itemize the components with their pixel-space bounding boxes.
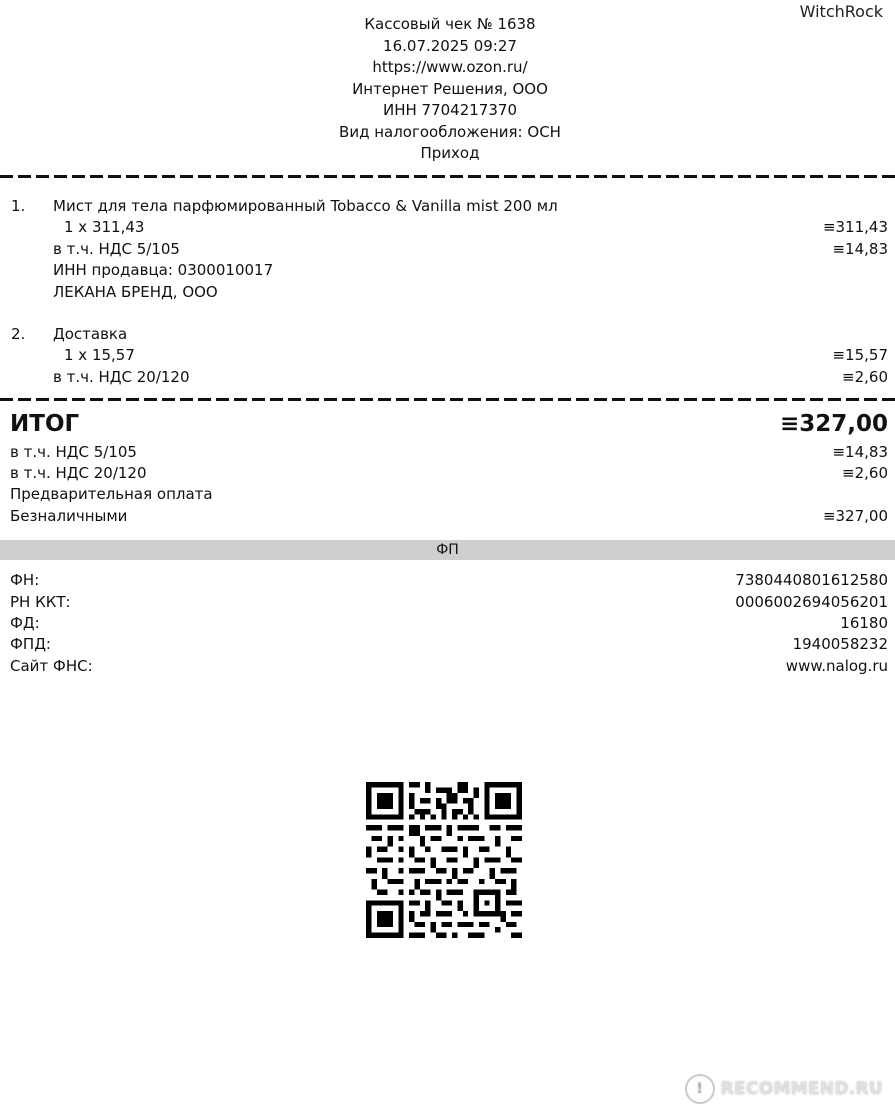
fns-site-label: Сайт ФНС:	[10, 657, 93, 675]
receipt-inn: ИНН 7704217370	[383, 101, 517, 119]
item-vat-value: ≡2,60	[842, 368, 888, 386]
fpd-value: 1940058232	[792, 635, 888, 653]
fns-site-value: www.nalog.ru	[785, 657, 888, 675]
receipt-site: https://www.ozon.ru/	[372, 58, 528, 76]
item-row-seller-inn	[0, 260, 895, 281]
receipt-header	[0, 14, 895, 165]
item-qty: 1 x 15,57	[64, 346, 135, 364]
item-row-vat	[0, 239, 895, 260]
receipt-title: Кассовый чек № 1638	[364, 15, 536, 33]
fn-row	[0, 570, 895, 591]
cashless-value: ≡327,00	[822, 507, 888, 525]
total-vat2-row	[0, 463, 895, 484]
item-vat-value: ≡14,83	[832, 240, 888, 258]
item-vat-label: в т.ч. НДС 5/105	[53, 240, 180, 258]
item-sum: ≡311,43	[822, 218, 888, 236]
item-seller-inn: ИНН продавца: 0300010017	[53, 261, 274, 279]
recommend-logo-text: RECOMMEND.RU	[720, 1079, 883, 1099]
divider-dashed	[0, 175, 895, 178]
watermark-author: WitchRock	[799, 2, 883, 21]
qr-code-icon	[366, 782, 522, 938]
fd-label: ФД:	[10, 614, 40, 632]
fn-label: ФН:	[10, 571, 40, 589]
item-number: 1.	[11, 197, 26, 215]
total-vat1-value: ≡14,83	[832, 443, 888, 461]
prepayment-row	[0, 484, 895, 505]
fd-value: 16180	[840, 614, 888, 632]
item-qty: 1 x 311,43	[64, 218, 145, 236]
recommend-logo	[685, 1074, 883, 1104]
fn-value: 7380440801612580	[735, 571, 888, 589]
fns-site-row	[0, 656, 895, 677]
item-name: Мист для тела парфюмированный Tobacco & Vanilla mist 200 мл	[53, 197, 558, 215]
fp-section-bar: ФП	[0, 540, 895, 560]
item-vat-label: в т.ч. НДС 20/120	[53, 368, 190, 386]
rn-kkt-label: РН ККТ:	[10, 593, 71, 611]
item-row-vat	[0, 367, 895, 388]
total-vat2-label: в т.ч. НДС 20/120	[10, 464, 147, 482]
item-row-name	[0, 324, 895, 345]
fpd-label: ФПД:	[10, 635, 51, 653]
item-row-name	[0, 196, 895, 217]
total-vat2-value: ≡2,60	[842, 464, 888, 482]
total-vat1-row	[0, 442, 895, 463]
total-label: ИТОГ	[10, 411, 80, 437]
rn-kkt-value: 0006002694056201	[735, 593, 888, 611]
cashless-row	[0, 506, 895, 527]
item-seller-name: ЛЕКАНА БРЕНД, ООО	[53, 283, 218, 301]
receipt-datetime: 16.07.2025 09:27	[383, 36, 517, 55]
item-name: Доставка	[53, 325, 128, 343]
item-row-qty	[0, 217, 895, 238]
cashless-label: Безналичными	[10, 507, 128, 525]
receipt-company: Интернет Решения, ООО	[352, 79, 548, 98]
item-row-qty	[0, 345, 895, 366]
fd-row	[0, 613, 895, 634]
prepayment-label: Предварительная оплата	[10, 485, 213, 503]
item-sum: ≡15,57	[832, 346, 888, 364]
fpd-row	[0, 634, 895, 655]
total-vat1-label: в т.ч. НДС 5/105	[10, 443, 137, 461]
total-value: ≡327,00	[779, 411, 888, 437]
item-number: 2.	[11, 325, 26, 343]
item-row-seller-name	[0, 282, 895, 303]
divider-dashed	[0, 398, 895, 401]
receipt-tax-system: Вид налогообложения: ОСН	[339, 122, 561, 141]
rn-kkt-row	[0, 592, 895, 613]
recommend-badge-icon: !	[685, 1074, 715, 1104]
receipt-operation-type: Приход	[420, 144, 480, 162]
total-row	[0, 409, 895, 439]
